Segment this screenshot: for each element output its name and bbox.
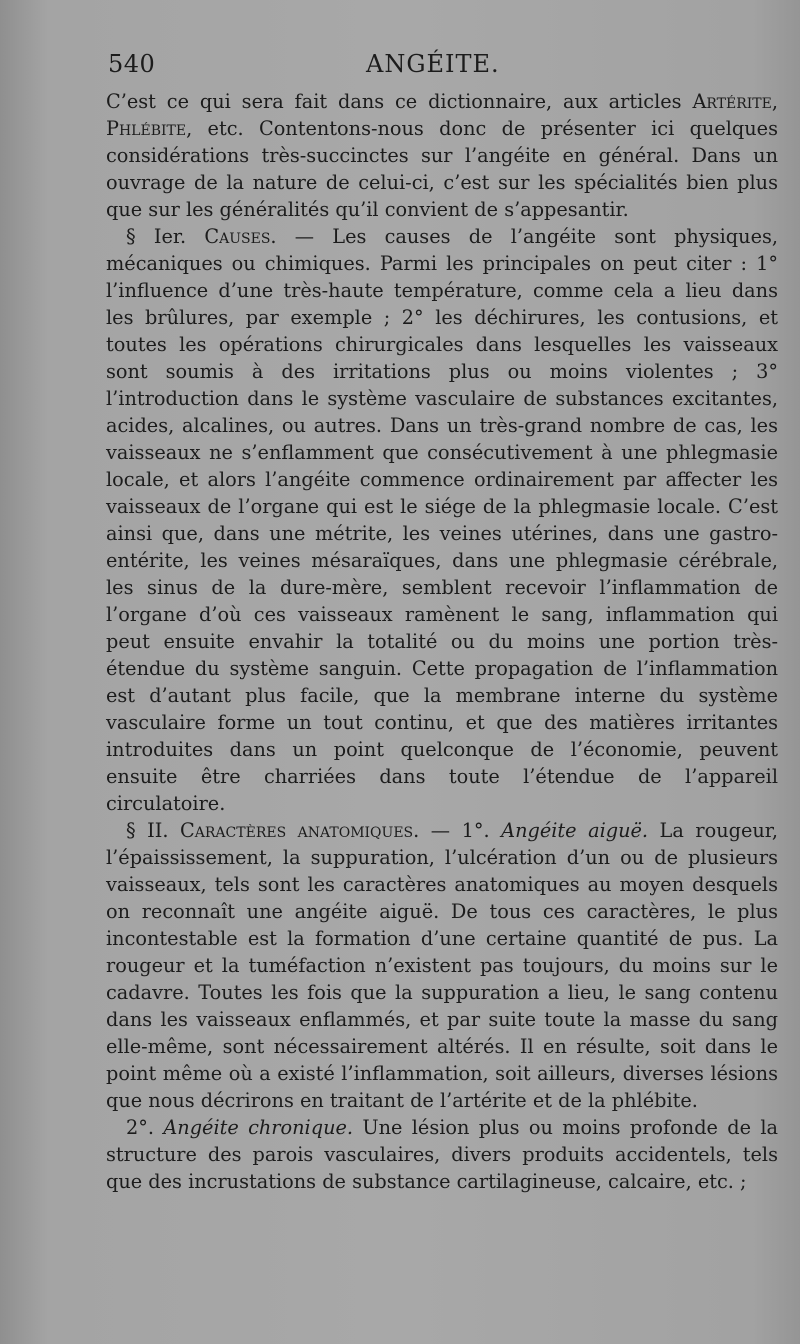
section-causes-text: — Les causes de l’angéite sont physiques, mécaniques ou chimiques. Parmi les principales on peut citer : 1° l’influence d’une très-haute température, comme cela a lieu dans les brûlures, par exemple ; 2° les déchirures, les contusions, et toutes les opérations chirurgicales dans lesquelles les vaisseaux sont soumis à des irritations plus ou moins violentes ; 3° l’introduction dans le système vasculaire de substances excitantes, acides, alcalines, ou autres. Dans un très-grand nombre de cas, les vaisseaux ne s’enflamment que consécutivement à une phlegmasie locale, et alors l’angéite commence ordinairement par affecter les vaisseaux de l’organe qui est le siége de la phlegmasie locale. C’est ainsi que, dans une métrite, les veines utérines, dans une gastro-entérite, les veines mésaraïques, dans une phlegmasie cérébrale, les sinus de la dure-mère, semblent recevoir l’inflammation de l’organe d’où ces vaisseaux ramènent le sang, inflammation qui peut ensuite envahir la totalité ou du moins une portion très-étendue du système sanguin. Cette propagation de l’inflammation est d’autant plus facile, que la membrane interne du système vasculaire forme un tout continu, et que des matières irritantes introduites dans un point quelconque de l’économie, peuvent ensuite être charriées dans toute l’étendue de l’appareil circulatoire.	[106, 225, 779, 815]
section-dash: — 1°.	[419, 819, 502, 842]
intro-text-1: C’est ce qui sera fait dans ce dictionnaire, aux articles	[106, 90, 693, 113]
section-mark-1: § Ier.	[126, 225, 205, 248]
chronic-paragraph	[106, 1114, 778, 1195]
chronic-number: 2°.	[126, 1116, 164, 1139]
page-number: 540	[108, 50, 156, 78]
chronic-text: Une lésion plus ou moins profonde de la structure des parois vasculaires, divers produits accidentels, tels que des incrustations de substance cartilagineuse, calcaire, etc. ;	[106, 1116, 778, 1193]
section-mark-2: § II.	[126, 819, 181, 842]
section-heading-causes: Causes.	[204, 225, 277, 248]
subheading-acute: Angéite aiguë.	[501, 819, 649, 842]
acute-text: La rougeur, l’épaississement, la suppuration, l’ulcération d’un ou de plusieurs vaisseaux, tels sont les caractères anatomiques au moyen desquels on reconnaît une angéite aiguë. De tous ces caractères, le plus incontestable est la formation d’une certaine quantité de pus. La rougeur et la tuméfaction n’existent pas toujours, du moins sur le cadavre. Toutes les fois que la suppuration a lieu, le sang contenu dans les vaisseaux enflammés, et par suite toute la masse du sang elle-même, sont nécessairement altérés. Il en résulte, soit dans le point même où a existé l’inflammation, soit ailleurs, diverses lésions que nous décrirons en traitant de l’artérite et de la phlébite.	[106, 819, 779, 1112]
page-body	[106, 88, 778, 1195]
intro-text-3: , etc. Contentons-nous donc de présenter ici quelques considérations très-succinctes sur l’angéite en général. Dans un ouvrage de la nature de celui-ci, c’est sur les spécialités bien plus que sur les généralités qu’il convient de s’appesantir.	[106, 117, 778, 221]
running-title: ANGÉITE.	[366, 50, 500, 78]
ref-phlebite: Phlébite	[106, 117, 187, 140]
section-causes	[106, 223, 778, 817]
intro-paragraph	[106, 88, 778, 223]
ref-arterite: Artérite	[692, 90, 772, 113]
section-anatomy	[106, 817, 778, 1114]
section-heading-anatomy: Caractères anatomiques.	[180, 819, 420, 842]
page-header	[108, 50, 778, 86]
subheading-chronic: Angéite chronique.	[163, 1116, 354, 1139]
intro-text-2: ,	[771, 90, 778, 113]
